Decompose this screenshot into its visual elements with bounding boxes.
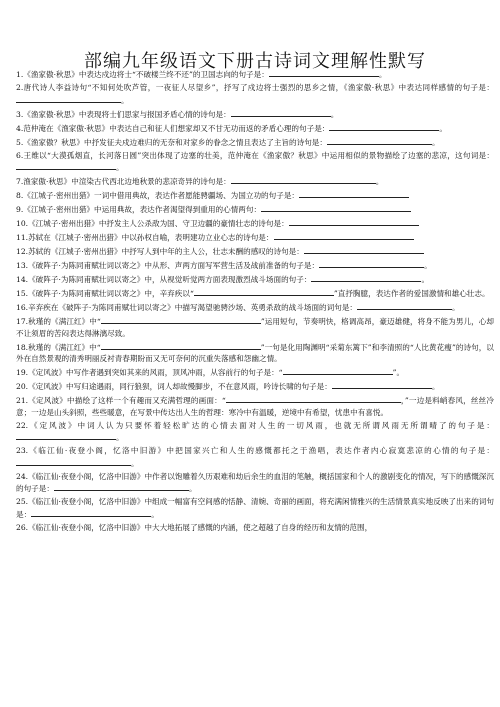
question-text-end: ”一句是化用陶渊明“采菊东篱下”和李清照的“人比黄花瘦”的诗句，以外在自然景观的清秀明丽反衬青春期盼而又无可奈何的沉重失落感和怨幽之情。 — [16, 342, 494, 364]
question-text-end: ，”一边是料峭春风，丝丝冷意；一边是山头斜照，些些暖意，在写景中传达出人生的哲理：寒冷中有温暖，逆境中有希望，忧患中有喜悦。 — [16, 396, 494, 417]
question-text-end: ”运用短句，节奏明快，格调高昂，豪迈雄健，将身不能为男儿，心却不让须眉的苦闷表达得淋漓尽致。 — [16, 316, 494, 338]
answer-blank — [194, 287, 334, 296]
answer-blank — [16, 161, 116, 170]
answer-blank — [101, 315, 261, 324]
answer-blank — [231, 108, 331, 117]
answer-blank — [226, 394, 401, 403]
question-text-end: 。 — [131, 458, 139, 468]
question-text: 3.《渔家傲·秋思》中表现将士们思家与报国矛盾心情的诗句是： — [16, 109, 231, 119]
question-text: 12.苏轼的《江城子·密州出猎》中抒写人到中年的主人公，壮志未酬的感叹的诗句是： — [16, 247, 304, 257]
question-text-end: ”。 — [392, 368, 405, 378]
question-item — [16, 366, 494, 379]
answer-blank — [16, 431, 116, 440]
question-item — [16, 471, 494, 495]
answer-blank — [269, 68, 379, 77]
question-item — [16, 380, 494, 393]
answer-blank — [327, 136, 432, 145]
question-item — [16, 496, 494, 520]
question-text: 8.《江城子·密州出猎》一词中借用典故，表达作者愿能骋疆场、为国立功的句子是： — [16, 191, 300, 201]
question-text-end: 。 — [116, 163, 124, 173]
question-text: 6.王维以“大漠孤烟直，长河落日圆”突出体现了边塞的壮美，范仲淹在《渔家傲？秋思》中运用相似的景物描绘了边塞的悲凉，这句词是： — [16, 150, 494, 160]
question-text: 2.唐代诗人李益诗句“不知何处吹芦管，一夜征人尽望乡”，抒写了戍边将士强烈的思乡之情，《渔家傲·秋思》中表达同样感情的句子是： — [16, 82, 494, 92]
question-text-end: 。 — [375, 177, 384, 187]
question-item — [16, 150, 494, 174]
question-item — [16, 420, 494, 444]
answer-blank — [299, 189, 409, 198]
question-text-end: 。 — [424, 261, 432, 270]
question-item — [16, 522, 494, 534]
question-text-end: 。 — [378, 70, 387, 79]
question-text-end: 。 — [452, 302, 460, 312]
question-item — [16, 82, 494, 106]
question-item — [16, 259, 494, 272]
answer-blank — [16, 94, 121, 103]
question-text-end: 。 — [121, 95, 129, 105]
question-text: 21.《定风波》中描绘了这样一个有趣而又充满哲理的画面：“ — [16, 396, 226, 406]
question-text-end: ”直抒胸臆，表达作者的爱国激情和雄心壮志。 — [333, 288, 490, 298]
question-text: 23.《临江仙·夜登小阁，忆洛中旧游》中把国家兴亡和人生的感慨都托之于渔唱，表达作者内心寂寞悲凉的心情的句子是： — [16, 446, 494, 456]
question-item — [16, 175, 494, 188]
answer-blank — [319, 259, 424, 268]
answer-blank — [329, 122, 439, 131]
question-text: 7.渔家傲·秋思》中渲染古代西北边地秋景的悲凉奇异的诗句是： — [16, 177, 231, 187]
question-text-end: 。 — [188, 484, 197, 494]
question-text-end: 。 — [432, 137, 440, 147]
question-text-end: 。 — [421, 274, 430, 284]
question-text-end: 。 — [439, 123, 447, 133]
question-item — [16, 301, 494, 314]
question-text: 13.《破阵子·为陈同甫赋壮词以寄之》中从形、声两方面写军营生活及战前准备的句子是： — [16, 261, 320, 270]
question-item — [16, 203, 494, 216]
answer-blank — [311, 273, 421, 282]
question-item — [16, 245, 494, 258]
question-text-end: 。 — [116, 433, 124, 443]
answer-blank — [289, 217, 419, 226]
question-text: 18.秋瑾的《满江红》中“ — [16, 342, 101, 352]
question-item — [16, 189, 494, 202]
answer-blank — [274, 231, 414, 240]
question-item — [16, 287, 494, 300]
answer-blank — [261, 203, 411, 212]
question-text: 19.《定风波》中写作者遇到突如其来的风雨，顶风冲雨，从容前行的句子是：“ — [16, 368, 283, 378]
question-text: 4.范仲淹在《渔家傲·秋思》中表达自己和征人们想家却又不甘无功而返的矛盾心理的句子是： — [16, 123, 330, 133]
question-text-end: 。 — [330, 109, 339, 119]
page-title: 部编九年级语文下册古诗词文理解性默写 — [84, 51, 426, 72]
answer-blank — [31, 508, 151, 517]
question-text: 26.《临江仙·夜登小阁，忆洛中旧游》中大大地拓展了感慨的内涵，使之超越了自身的经历和友情的范围， — [16, 522, 373, 532]
question-text: 24.《临江仙·夜登小阁，忆洛中旧游》中作者以饱雕着久历艰难和劫后余生的血泪的笔触，概括国家和个人的激剧变化的情况，写下的感慨深沉的句子是： — [16, 471, 494, 494]
question-text: 14.《破阵子·为陈同甫赋壮词以寄之》中，从视觉听觉两方面表现激烈战斗场面的句子： — [16, 274, 312, 284]
question-item — [16, 108, 494, 121]
question-item — [16, 231, 494, 244]
question-item — [16, 341, 494, 365]
question-item — [16, 445, 494, 469]
question-item — [16, 217, 494, 230]
question-text: 25.《临江仙·夜登小阁，忆洛中旧游》中组成一幅富有空间感的恬静、清婉、奇丽的画面，将充满闲情雅兴的生活情景真实地反映了出来的词句是： — [16, 497, 494, 519]
question-item — [16, 315, 494, 339]
answer-blank — [231, 175, 376, 184]
answer-blank — [101, 341, 261, 350]
question-text: 20.《定风波》中写归途遇雨，同行狼狈，词人却故慢脚步，不在意风雨，吟诗长啸的句子是： — [16, 382, 332, 392]
answer-blank — [304, 245, 424, 254]
question-text: 16.辛弃疾在《破阵子·为陈同甫赋壮词以寄之》中描写渴望驰骋沙场、英勇杀敌的战斗场面的词句是： — [16, 302, 358, 312]
answer-blank — [283, 366, 393, 375]
question-text: 11.苏轼在《江城子·密州出猎》中以孙权自喻，表明建功立业心志的诗句是： — [16, 233, 274, 243]
answer-blank — [332, 380, 432, 389]
answer-blank — [16, 457, 131, 466]
question-text: 5.《渔家傲？秋思》中抒发征夫戍边难归的无奈和对家乡的眷念之情且表达了主旨的诗句是： — [16, 137, 327, 147]
question-list — [16, 68, 494, 534]
answer-blank — [357, 301, 452, 310]
question-text: 1.《渔家傲·秋思》中表达戍边将士“不破楼兰终不还”的卫国志向的句子是： — [16, 70, 269, 79]
question-text: 10.《江城子·密州出猎》中抒发主人公杀敌为国、守卫边疆的豪情壮志的诗句是： — [16, 219, 289, 229]
question-text: 22.《定风波》中词人认为只要怀着轻松旷达的心情去面对人生的一切风雨，也就无所谓风雨无所谓晴了的句子是： — [16, 420, 494, 430]
question-item — [16, 394, 494, 418]
answer-blank — [54, 482, 189, 491]
question-text: 9.《江城子·密州出猎》中运用典故，表达作者渴望得到重用的心情两句： — [16, 205, 262, 215]
question-text: 17.秋瑾的《满江红》中“ — [16, 316, 101, 326]
question-item — [16, 136, 494, 149]
question-item — [16, 273, 494, 286]
question-item — [16, 122, 494, 135]
question-text-end: 。 — [431, 382, 440, 392]
question-text: 15.《破阵子·为陈同甫赋壮词以寄之》中，辛弃疾以“ — [16, 288, 194, 298]
question-text-end: 。 — [151, 509, 159, 519]
